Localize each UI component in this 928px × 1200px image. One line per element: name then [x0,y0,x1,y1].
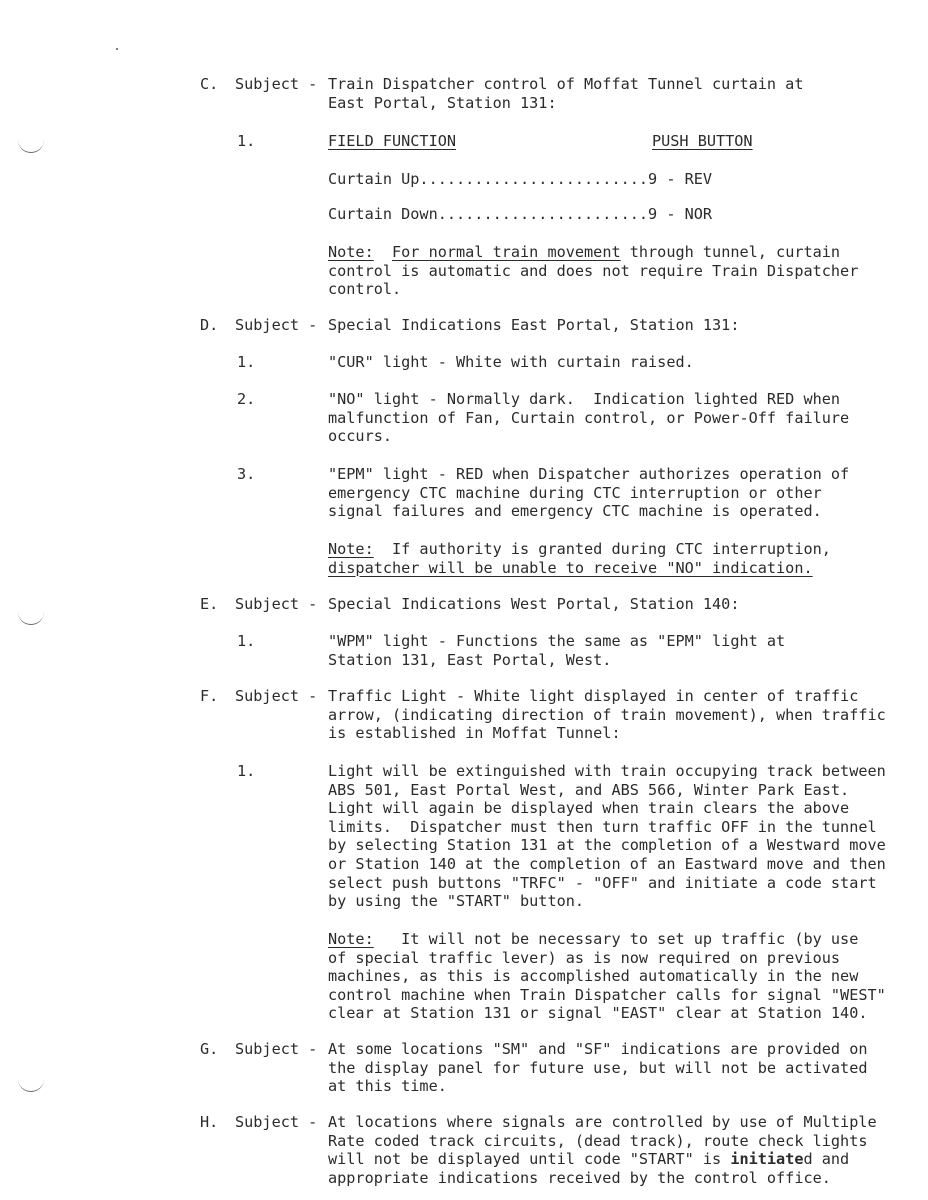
push-button-header: PUSH BUTTON [652,132,753,150]
field-function-header: FIELD FUNCTION [328,132,457,150]
note-block: Note: For normal train movement through tunnel, curtain control is automatic and does not require Train Dispatcher control. [328,243,859,299]
section-title: At locations where signals are controlled by use of Multiple Rate coded track circuits, (dead track), route check lights will not be displayed until code "START" is initiated and appropriate indications received by the control office. [328,1113,877,1187]
note-block: Note: It will not be necessary to set up traffic (by use of special traffic lever) as is now required on previous machines, as this is accomplished automatically in the new control machine when Train Dispatcher calls for signal "WEST" clear at Station 131 or signal "EAST" clear at Station 140. [328,930,886,1023]
item-number: 1. [237,132,256,150]
note-block: Note: If authority is granted during CTC interruption, dispatcher will be unable to receive "NO" indication. [328,540,831,577]
binder-hole-mark [18,1075,44,1092]
item-number: 1. [237,632,256,650]
item-text: "CUR" light - White with curtain raised. [328,353,694,371]
section-title: Traffic Light - White light displayed in center of traffic arrow, (indicating direction of train movement), when traffic is established in Moffat Tunnel: [328,687,886,743]
section-letter: G. [200,1040,219,1058]
note-label: Note: [328,930,374,948]
item-text: Light will be extinguished with train occupying track between ABS 501, East Portal West, and ABS 566, Winter Park East. Light will again be displayed when train clears the above limits. Dispatcher must then turn traffic OFF in the tunnel by selecting Station 131 at the completion of a Westward move or Station 140 at the completion of an Eastward move and then select push buttons "TRFC" - "OFF" and initiate a code start by using the "START" button. [328,762,886,911]
subject-prefix: Subject - [235,687,318,705]
subject-prefix: Subject - [235,75,318,93]
section-title: Special Indications West Portal, Station 140: [328,595,740,613]
subject-prefix: Subject - [235,1040,318,1058]
subject-prefix: Subject - [235,595,318,613]
curtain-down-row: Curtain Down.......................9 - NOR [328,205,713,223]
section-title: Special Indications East Portal, Station 131: [328,316,740,334]
binder-hole-mark [18,608,44,625]
item-number: 1. [237,353,256,371]
item-text: "WPM" light - Functions the same as "EPM" light at Station 131, East Portal, West. [328,632,786,669]
underlined-phrase: For normal train movement [392,243,621,261]
bold-word: initiate [730,1150,804,1169]
section-title: At some locations "SM" and "SF" indications are provided on the display panel for future use, but will not be activated at this time. [328,1040,868,1096]
curtain-up-row: Curtain Up.........................9 - REV [328,170,713,188]
item-text: "EPM" light - RED when Dispatcher authorizes operation of emergency CTC machine during CTC interruption or other signal failures and emergency CTC machine is operated. [328,465,850,521]
item-text: "NO" light - Normally dark. Indication lighted RED when malfunction of Fan, Curtain control, or Power-Off failure occurs. [328,390,850,446]
item-number: 1. [237,762,256,780]
section-letter: E. [200,595,219,613]
paper-speck [116,48,118,50]
subject-prefix: Subject - [235,1113,318,1131]
item-number: 2. [237,390,256,408]
binder-hole-mark [18,136,44,153]
item-number: 3. [237,465,256,483]
section-letter: C. [200,75,219,93]
section-letter: D. [200,316,219,334]
note-label: Note: [328,243,374,261]
subject-prefix: Subject - [235,316,318,334]
note-label: Note: [328,540,374,558]
section-letter: H. [200,1113,219,1131]
section-title: Train Dispatcher control of Moffat Tunnel curtain at East Portal, Station 131: [328,75,804,112]
section-letter: F. [200,687,219,705]
